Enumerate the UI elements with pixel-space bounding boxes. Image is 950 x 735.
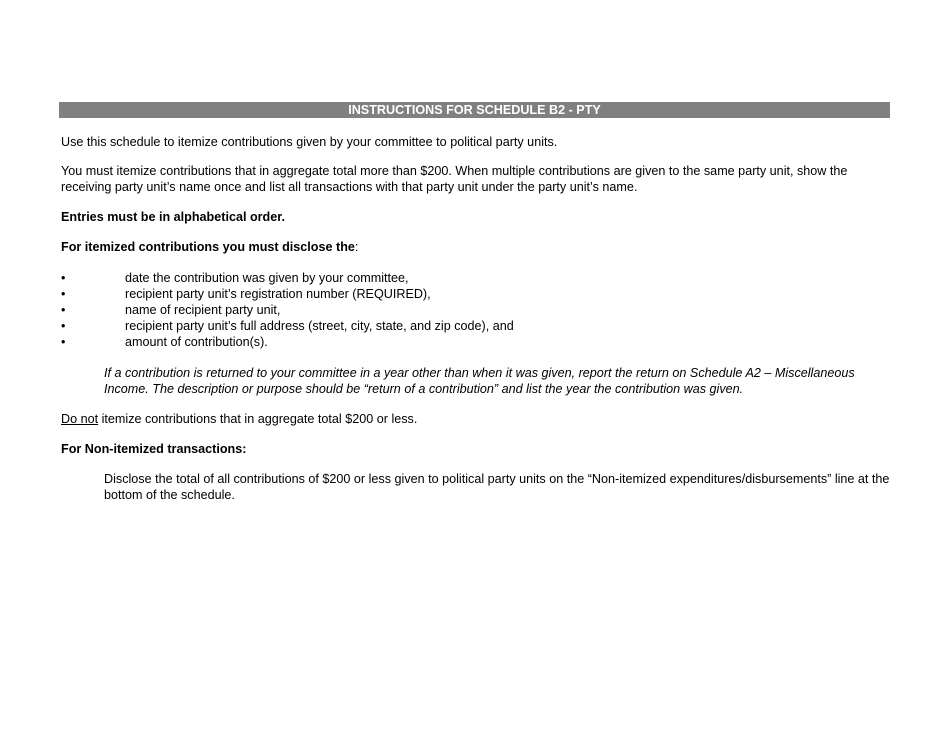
non-itemized-paragraph: Disclose the total of all contributions of $200 or less given to political party units on the “Non-itemized expenditures/disbursements” line at the bottom of the schedule. — [104, 472, 890, 502]
bullet-icon: • — [61, 303, 66, 317]
do-not-rest: itemize contributions that in aggregate total $200 or less. — [98, 412, 418, 426]
disclose-heading-colon: : — [354, 240, 359, 254]
intro-paragraph: Use this schedule to itemize contributions given by your committee to political party units. — [61, 135, 558, 149]
disclose-heading — [61, 239, 891, 255]
non-itemized-heading: For Non-itemized transactions: — [61, 442, 247, 456]
bullet-icon: • — [61, 319, 66, 333]
alphabetical-note: Entries must be in alphabetical order. — [61, 210, 285, 224]
do-not-itemize — [61, 411, 891, 427]
do-not-underlined: Do not — [61, 412, 99, 426]
bullet-icon: • — [61, 335, 66, 349]
bullet-icon: • — [61, 271, 66, 285]
section-header: INSTRUCTIONS FOR SCHEDULE B2 - PTY — [59, 102, 890, 118]
return-note: If a contribution is returned to your committee in a year other than when it was given, report the return on Schedule A2 – Miscellaneous Income. The description or purpose should be “return of a contribution” and list the year the contribution was given. — [104, 366, 855, 396]
disclose-heading-bold: For itemized contributions you must disclose the — [61, 240, 355, 254]
bullet-icon: • — [61, 287, 66, 301]
itemize-paragraph: You must itemize contributions that in aggregate total more than $200. When multiple contributions are given to the same party unit, show the receiving party unit’s name once and list all transactions with that party unit under the party unit’s name. — [61, 164, 848, 194]
